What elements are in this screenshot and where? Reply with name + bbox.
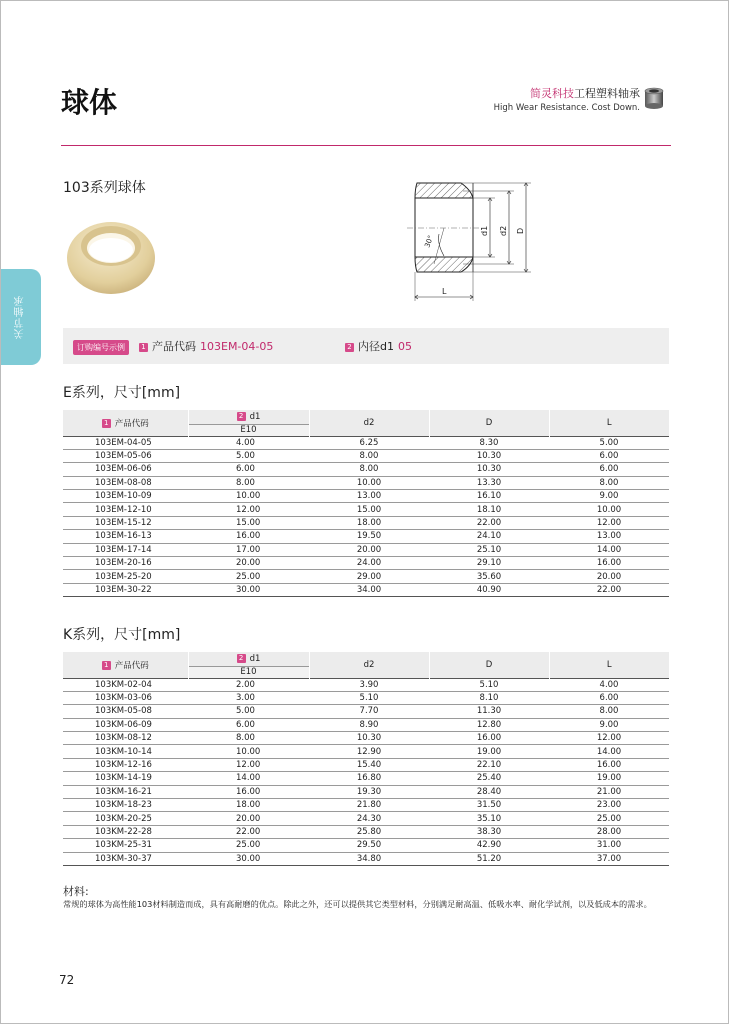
cell-d1: 4.00 xyxy=(188,436,309,449)
cell-D: 38.30 xyxy=(429,825,549,838)
cell-d2: 24.30 xyxy=(309,812,429,825)
table-row xyxy=(63,570,669,583)
cell-code: 103EM-17-14 xyxy=(63,543,188,556)
table-row xyxy=(63,476,669,489)
cell-L: 5.00 xyxy=(549,436,669,449)
table-row xyxy=(63,852,669,865)
cell-d2: 15.40 xyxy=(309,758,429,771)
table-row xyxy=(63,825,669,838)
cell-code: 103KM-10-14 xyxy=(63,745,188,758)
cell-d1: 5.00 xyxy=(188,449,309,462)
cell-d1: 8.00 xyxy=(188,732,309,745)
cell-L: 13.00 xyxy=(549,530,669,543)
cell-d2: 18.00 xyxy=(309,516,429,529)
cell-L: 8.00 xyxy=(549,705,669,718)
cell-code: 103KM-03-06 xyxy=(63,691,188,704)
cell-D: 29.10 xyxy=(429,557,549,570)
table-row xyxy=(63,503,669,516)
order-item-code-value: 103EM-04-05 xyxy=(200,340,274,353)
cell-d2: 34.80 xyxy=(309,852,429,865)
e-series-table xyxy=(63,410,669,597)
cell-D: 25.40 xyxy=(429,772,549,785)
drawing-label-angle: 30° xyxy=(423,234,436,249)
cell-d2: 8.90 xyxy=(309,718,429,731)
table-row xyxy=(63,463,669,476)
cell-d1: 22.00 xyxy=(188,825,309,838)
number-badge: 1 xyxy=(139,343,148,352)
cell-L: 28.00 xyxy=(549,825,669,838)
table-row xyxy=(63,839,669,852)
cell-D: 24.10 xyxy=(429,530,549,543)
cell-L: 9.00 xyxy=(549,718,669,731)
header-divider xyxy=(61,145,671,146)
cell-d2: 19.50 xyxy=(309,530,429,543)
header-L: L xyxy=(549,652,669,678)
table-row xyxy=(63,785,669,798)
cell-code: 103EM-12-10 xyxy=(63,503,188,516)
product-photo xyxy=(61,206,161,296)
cell-d1: 6.00 xyxy=(188,463,309,476)
cell-d1: 14.00 xyxy=(188,772,309,785)
cell-code: 103KM-12-16 xyxy=(63,758,188,771)
cell-d1: 3.00 xyxy=(188,691,309,704)
cell-d1: 16.00 xyxy=(188,530,309,543)
material-description: 常规的球体为高性能103材料制造而成，具有高耐磨的优点。除此之外，还可以提供其它类型材料，分别满足耐高温、低吸水率、耐化学试剂，以及低成本的需求。 xyxy=(63,899,652,909)
cell-d2: 15.00 xyxy=(309,503,429,516)
cell-d1: 10.00 xyxy=(188,490,309,503)
number-badge: 1 xyxy=(102,419,111,428)
drawing-label-d2: d2 xyxy=(499,225,508,236)
cell-d1: 25.00 xyxy=(188,570,309,583)
table-row xyxy=(63,772,669,785)
page-title: 球体 xyxy=(61,86,118,119)
cell-d1: 30.00 xyxy=(188,583,309,596)
k-series-title: K系列，尺寸[mm] xyxy=(63,627,181,643)
cell-L: 22.00 xyxy=(549,583,669,596)
header-d1: 2 d1 xyxy=(188,410,309,424)
header-code: 1 产品代码 xyxy=(63,410,188,436)
cell-d2: 25.80 xyxy=(309,825,429,838)
cell-d1: 30.00 xyxy=(188,852,309,865)
cell-d1: 17.00 xyxy=(188,543,309,556)
header-D: D xyxy=(429,652,549,678)
cell-code: 103KM-02-04 xyxy=(63,678,188,691)
cell-code: 103EM-10-09 xyxy=(63,490,188,503)
cell-code: 103EM-25-20 xyxy=(63,570,188,583)
order-example-bar xyxy=(63,328,669,364)
cell-D: 13.30 xyxy=(429,476,549,489)
header-D: D xyxy=(429,410,549,436)
cell-L: 14.00 xyxy=(549,745,669,758)
cell-D: 25.10 xyxy=(429,543,549,556)
cell-code: 103EM-05-06 xyxy=(63,449,188,462)
cell-d1: 25.00 xyxy=(188,839,309,852)
number-badge: 1 xyxy=(102,661,111,670)
cell-code: 103KM-20-25 xyxy=(63,812,188,825)
cell-d1: 20.00 xyxy=(188,812,309,825)
table-row xyxy=(63,543,669,556)
side-tab-label: 关节轴承 xyxy=(15,295,26,339)
cell-d2: 8.00 xyxy=(309,463,429,476)
series-title: 103系列球体 xyxy=(63,180,146,196)
cell-D: 8.30 xyxy=(429,436,549,449)
bearing-icon xyxy=(644,87,664,109)
table-row xyxy=(63,799,669,812)
cell-code: 103KM-30-37 xyxy=(63,852,188,865)
cell-D: 16.00 xyxy=(429,732,549,745)
cell-D: 19.00 xyxy=(429,745,549,758)
cell-D: 35.60 xyxy=(429,570,549,583)
cell-L: 25.00 xyxy=(549,812,669,825)
cell-code: 103KM-06-09 xyxy=(63,718,188,731)
brand-category: 工程塑料轴承 xyxy=(574,87,640,100)
table-row xyxy=(63,758,669,771)
cell-d2: 10.30 xyxy=(309,732,429,745)
cell-D: 8.10 xyxy=(429,691,549,704)
cell-code: 103KM-22-28 xyxy=(63,825,188,838)
cell-D: 12.80 xyxy=(429,718,549,731)
cell-L: 31.00 xyxy=(549,839,669,852)
table-row xyxy=(63,557,669,570)
cell-L: 10.00 xyxy=(549,503,669,516)
cell-d2: 13.00 xyxy=(309,490,429,503)
cell-D: 35.10 xyxy=(429,812,549,825)
technical-drawing xyxy=(399,176,544,304)
cell-code: 103EM-30-22 xyxy=(63,583,188,596)
cell-L: 19.00 xyxy=(549,772,669,785)
cell-D: 10.30 xyxy=(429,463,549,476)
cell-L: 23.00 xyxy=(549,799,669,812)
cell-d2: 6.25 xyxy=(309,436,429,449)
table-row xyxy=(63,583,669,596)
cell-d2: 12.90 xyxy=(309,745,429,758)
cell-L: 16.00 xyxy=(549,557,669,570)
cell-d2: 21.80 xyxy=(309,799,429,812)
cell-d2: 5.10 xyxy=(309,691,429,704)
table-row xyxy=(63,745,669,758)
header-d1: 2 d1 xyxy=(188,652,309,666)
header-d2: d2 xyxy=(309,410,429,436)
table-row xyxy=(63,449,669,462)
number-badge: 2 xyxy=(237,654,246,663)
cell-D: 22.00 xyxy=(429,516,549,529)
cell-code: 103EM-20-16 xyxy=(63,557,188,570)
cell-D: 31.50 xyxy=(429,799,549,812)
cell-code: 103KM-08-12 xyxy=(63,732,188,745)
table-row xyxy=(63,732,669,745)
cell-code: 103KM-18-23 xyxy=(63,799,188,812)
header-L: L xyxy=(549,410,669,436)
table-row xyxy=(63,691,669,704)
cell-D: 40.90 xyxy=(429,583,549,596)
cell-d2: 10.00 xyxy=(309,476,429,489)
cell-L: 14.00 xyxy=(549,543,669,556)
brand-tagline: High Wear Resistance. Cost Down. xyxy=(493,103,640,113)
cell-d1: 12.00 xyxy=(188,503,309,516)
cell-D: 11.30 xyxy=(429,705,549,718)
cell-d1: 16.00 xyxy=(188,785,309,798)
cell-code: 103EM-08-08 xyxy=(63,476,188,489)
table-row xyxy=(63,678,669,691)
order-example-pill: 订购编号示例 xyxy=(73,340,129,355)
table-row xyxy=(63,812,669,825)
cell-d2: 16.80 xyxy=(309,772,429,785)
table-row xyxy=(63,705,669,718)
order-item-code xyxy=(139,338,273,354)
table-row xyxy=(63,436,669,449)
cell-L: 21.00 xyxy=(549,785,669,798)
table-row xyxy=(63,718,669,731)
cell-code: 103EM-06-06 xyxy=(63,463,188,476)
cell-d1: 20.00 xyxy=(188,557,309,570)
order-item-d1-label: 内径d1 xyxy=(358,340,394,353)
cell-D: 10.30 xyxy=(429,449,549,462)
cell-d1: 15.00 xyxy=(188,516,309,529)
brand-name: 简灵科技 xyxy=(530,87,574,100)
cell-d1: 2.00 xyxy=(188,678,309,691)
cell-d1: 5.00 xyxy=(188,705,309,718)
cell-L: 12.00 xyxy=(549,732,669,745)
header-d1-tolerance: E10 xyxy=(188,666,309,678)
e-series-title: E系列，尺寸[mm] xyxy=(63,385,181,401)
number-badge: 2 xyxy=(237,412,246,421)
cell-L: 37.00 xyxy=(549,852,669,865)
cell-d2: 20.00 xyxy=(309,543,429,556)
cell-d2: 24.00 xyxy=(309,557,429,570)
cell-code: 103EM-16-13 xyxy=(63,530,188,543)
cell-D: 16.10 xyxy=(429,490,549,503)
material-title: 材料: xyxy=(63,885,89,898)
brand-block xyxy=(494,85,640,113)
brand-slogan xyxy=(494,85,640,101)
cell-d2: 19.30 xyxy=(309,785,429,798)
cell-d1: 8.00 xyxy=(188,476,309,489)
order-item-d1 xyxy=(345,338,412,354)
order-item-d1-value: 05 xyxy=(397,340,412,353)
cell-L: 6.00 xyxy=(549,449,669,462)
cell-code: 103KM-14-19 xyxy=(63,772,188,785)
cell-d1: 18.00 xyxy=(188,799,309,812)
header-d2: d2 xyxy=(309,652,429,678)
cell-code: 103KM-05-08 xyxy=(63,705,188,718)
cell-L: 12.00 xyxy=(549,516,669,529)
cell-D: 28.40 xyxy=(429,785,549,798)
drawing-label-d1: d1 xyxy=(480,225,489,236)
table-row xyxy=(63,530,669,543)
order-item-code-label: 产品代码 xyxy=(152,340,196,353)
cell-code: 103KM-16-21 xyxy=(63,785,188,798)
cell-L: 4.00 xyxy=(549,678,669,691)
cell-d2: 3.90 xyxy=(309,678,429,691)
cell-L: 16.00 xyxy=(549,758,669,771)
drawing-label-D: D xyxy=(516,227,525,234)
cell-d1: 12.00 xyxy=(188,758,309,771)
cell-D: 51.20 xyxy=(429,852,549,865)
cell-D: 42.90 xyxy=(429,839,549,852)
cell-d2: 7.70 xyxy=(309,705,429,718)
cell-D: 18.10 xyxy=(429,503,549,516)
cell-d2: 8.00 xyxy=(309,449,429,462)
cell-code: 103EM-15-12 xyxy=(63,516,188,529)
drawing-label-L: L xyxy=(442,287,447,296)
cell-d1: 6.00 xyxy=(188,718,309,731)
cell-D: 22.10 xyxy=(429,758,549,771)
cell-d1: 10.00 xyxy=(188,745,309,758)
table-row xyxy=(63,490,669,503)
cell-L: 20.00 xyxy=(549,570,669,583)
number-badge: 2 xyxy=(345,343,354,352)
cell-d2: 29.00 xyxy=(309,570,429,583)
header-code: 1 产品代码 xyxy=(63,652,188,678)
cell-D: 5.10 xyxy=(429,678,549,691)
cell-d2: 29.50 xyxy=(309,839,429,852)
k-series-table xyxy=(63,652,669,866)
cell-code: 103KM-25-31 xyxy=(63,839,188,852)
header-d1-tolerance: E10 xyxy=(188,424,309,436)
cell-code: 103EM-04-05 xyxy=(63,436,188,449)
table-row xyxy=(63,516,669,529)
cell-d2: 34.00 xyxy=(309,583,429,596)
cell-L: 9.00 xyxy=(549,490,669,503)
cell-L: 6.00 xyxy=(549,463,669,476)
page-number: 72 xyxy=(59,973,75,987)
cell-L: 6.00 xyxy=(549,691,669,704)
cell-L: 8.00 xyxy=(549,476,669,489)
